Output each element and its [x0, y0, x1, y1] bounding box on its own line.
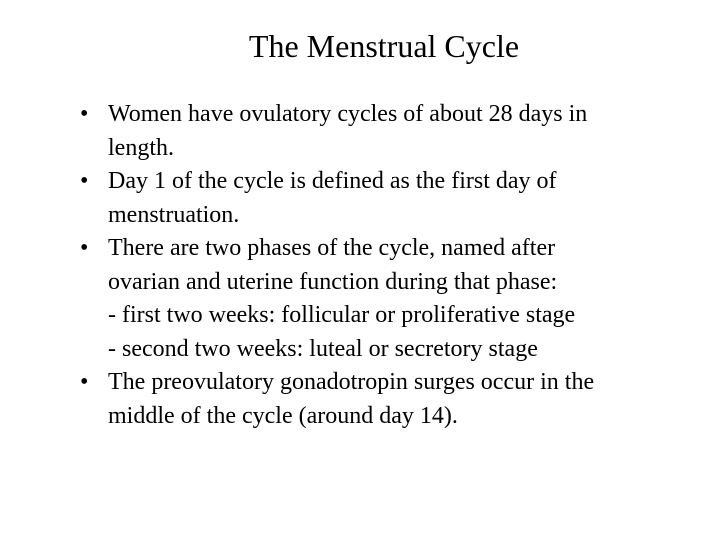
bullet-text-line: middle of the cycle (around day 14).: [108, 402, 458, 429]
bullet-marker: •: [80, 369, 89, 395]
bullet-item-day-one: [76, 165, 686, 232]
bullet-text-line: Women have ovulatory cycles of about 28 days in: [108, 101, 588, 127]
bullet-text-line: menstruation.: [108, 201, 240, 228]
bullet-item-cycle-phases: [76, 232, 686, 366]
bullet-list: [76, 98, 686, 433]
bullet-text-line: ovarian and uterine function during that phase:: [108, 268, 558, 295]
bullet-marker: •: [80, 168, 89, 194]
bullet-marker: •: [80, 235, 89, 261]
bullet-text-line: length.: [108, 134, 174, 161]
bullet-item-cycle-length: [76, 98, 686, 165]
bullet-text-line: Day 1 of the cycle is defined as the first day of: [108, 168, 557, 194]
slide-title: The Menstrual Cycle: [248, 28, 520, 64]
bullet-text-line: The preovulatory gonadotropin surges occur in the: [108, 369, 595, 395]
phase-detail-follicular: - first two weeks: follicular or proliferative stage: [108, 302, 576, 328]
phase-detail-luteal: - second two weeks: luteal or secretory stage: [108, 335, 538, 362]
bullet-text-line: There are two phases of the cycle, named after: [108, 235, 556, 261]
bullet-marker: •: [80, 101, 89, 127]
bullet-item-gonadotropin-surges: [76, 366, 686, 433]
